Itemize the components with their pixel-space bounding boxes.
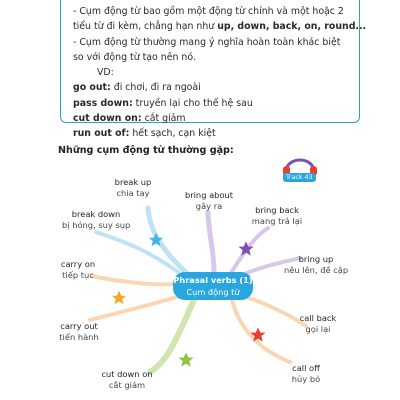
node-term: call off xyxy=(292,363,320,373)
node-break-down xyxy=(62,209,130,231)
note-line-1: - Cụm động từ bao gồm một động từ chính và một hoặc 2 xyxy=(73,6,344,17)
node-call-back xyxy=(298,313,338,335)
note-line-4: so với động từ tạo nên nó. xyxy=(73,51,196,63)
node-bring-about xyxy=(180,190,238,212)
node-meaning: gây ra xyxy=(195,201,223,211)
node-meaning: bị hỏng, suy sụp xyxy=(62,220,131,230)
note-vd-label: VD: xyxy=(97,67,114,79)
node-bring-back xyxy=(248,205,306,227)
node-term: break down xyxy=(71,209,121,219)
example-meaning: cắt giảm xyxy=(141,113,186,125)
center-title: Phrasal verbs (1) xyxy=(173,275,253,285)
node-meaning: mang trả lại xyxy=(251,216,303,226)
node-term: call back xyxy=(299,313,337,323)
branch-bring-about xyxy=(208,212,214,272)
node-carry-out xyxy=(56,321,102,343)
node-term: carry on xyxy=(60,259,96,269)
node-term: carry out xyxy=(60,321,98,331)
branch-call-off xyxy=(232,300,290,362)
node-meaning: tiến hành xyxy=(59,332,99,342)
node-term: break up xyxy=(114,177,152,187)
example-meaning: đi chơi, đi ra ngoài xyxy=(110,82,201,94)
example-term: cut down on: xyxy=(73,113,142,125)
node-meaning: gọi lại xyxy=(305,324,331,334)
branch-carry-out xyxy=(90,296,180,320)
track-badge: Track 43 xyxy=(283,173,316,182)
branch-break-up xyxy=(148,208,196,282)
note-line-2-prefix: tiểu từ đi kèm, chẳng hạn như xyxy=(73,21,218,33)
example-term: go out: xyxy=(73,82,111,94)
example-term: run out of: xyxy=(73,128,130,140)
node-meaning: chia tay xyxy=(116,188,150,198)
center-node xyxy=(173,272,253,300)
node-bring-up xyxy=(284,254,348,276)
example-meaning: hết sạch, cạn kiệt xyxy=(129,128,216,140)
example-meaning: truyền lại cho thế hệ sau xyxy=(132,97,253,109)
node-meaning: cắt giảm xyxy=(108,380,146,390)
node-cut-down-on xyxy=(97,369,157,391)
branch-carry-on xyxy=(92,276,175,284)
example-term: pass down: xyxy=(73,97,133,109)
node-term: bring back xyxy=(255,205,299,215)
node-call-off xyxy=(288,363,324,385)
node-carry-on xyxy=(58,259,98,281)
node-meaning: tiếp tục xyxy=(62,270,94,280)
node-term: cut down on xyxy=(101,369,153,379)
node-meaning: hủy bỏ xyxy=(291,374,321,384)
section-title: Những cụm động từ thường gặp: xyxy=(58,145,234,156)
center-subtitle: Cụm động từ xyxy=(186,286,240,297)
note-particles: up, down, back, on, round... xyxy=(217,21,367,33)
branch-call-back xyxy=(244,296,306,326)
node-term: bring about xyxy=(184,190,234,200)
note-line-3: - Cụm động từ thường mang ý nghĩa hoàn toàn khác biệt xyxy=(73,36,341,48)
star-orange-icon xyxy=(112,291,126,305)
node-meaning: nêu lên, đề cập xyxy=(284,265,349,275)
node-term: bring up xyxy=(298,254,334,264)
node-break-up xyxy=(108,177,158,199)
star-green-icon xyxy=(178,352,193,366)
